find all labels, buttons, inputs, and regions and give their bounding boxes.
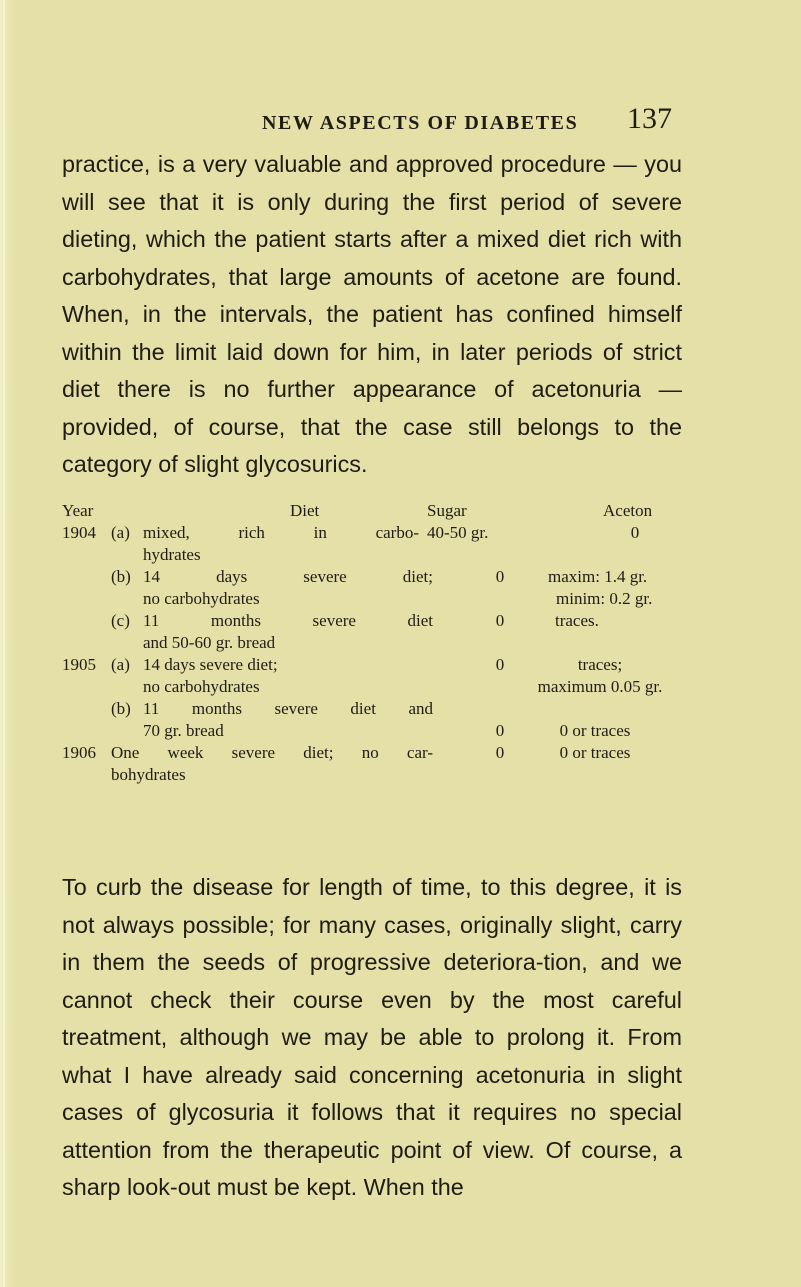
page-number: 137	[627, 102, 672, 135]
diet-line-1: mixed, rich in carbo-	[143, 523, 419, 542]
row-diet	[143, 522, 419, 566]
paragraph-intro: practice, is a very valuable and approved procedure — you will see that it is only during the first period of severe dieting, which the patient starts after a mixed diet rich with carbohydrates, that large amounts of acetone are found. When, in the intervals, the patient has confined himself within the limit laid down for him, in later periods of strict diet there is no further appearance of acetonuria — provided, of course, that the case still belongs to the category of slight glycosurics.	[62, 151, 682, 477]
diet-line-2: and 50-60 gr. bread	[143, 633, 276, 652]
page-edge-highlight	[3, 0, 5, 1287]
aceton-line-2: minim: 0.2 gr.	[556, 589, 653, 608]
aceton-line-2: maximum 0.05 gr.	[537, 677, 663, 696]
row-sugar: 0	[495, 655, 505, 674]
row-diet	[111, 742, 433, 786]
header-year: Year	[62, 501, 94, 520]
row-diet	[143, 566, 433, 610]
running-title: NEW ASPECTS OF DIABETES	[262, 112, 579, 134]
diet-line-1: 14 days severe diet;	[143, 567, 433, 586]
diet-line-1: 11 months severe diet	[143, 611, 433, 630]
row-label: (b)	[111, 567, 131, 586]
diet-line-2: 70 gr. bread	[143, 721, 224, 740]
row-aceton	[515, 654, 685, 698]
header-diet: Diet	[290, 501, 320, 520]
aceton-line-1: maxim: 1.4 gr.	[548, 567, 648, 586]
row-aceton	[555, 610, 675, 632]
row-label: (c)	[111, 611, 130, 630]
row-aceton	[520, 720, 670, 742]
header-sugar: Sugar	[427, 501, 467, 520]
row-sugar: 0	[495, 721, 505, 740]
row-label: (a)	[111, 655, 130, 674]
row-year: 1904	[62, 523, 96, 542]
diet-line-2: bohydrates	[111, 765, 186, 784]
row-aceton	[548, 566, 698, 610]
row-year: 1906	[62, 743, 96, 762]
row-sugar: 40-50 gr.	[427, 523, 489, 542]
row-sugar: 0	[495, 567, 505, 586]
header-aceton: Aceton	[603, 501, 653, 520]
diet-line-2: no carbohydrates	[143, 589, 260, 608]
row-diet	[143, 654, 433, 698]
row-label: (a)	[111, 523, 130, 542]
row-year: 1905	[62, 655, 96, 674]
diet-line-1: 14 days severe diet;	[143, 655, 278, 674]
row-aceton	[520, 522, 720, 544]
row-diet	[143, 698, 433, 742]
aceton-line-1: 0	[630, 523, 640, 542]
aceton-line-1: 0 or traces	[559, 743, 631, 762]
row-label: (b)	[111, 699, 131, 718]
row-sugar: 0	[495, 743, 505, 762]
paragraph-conclusion: To curb the disease for length of time, to this degree, it is not always possible; for many cases, originally slight, carry in them the seeds of progressive deteriora-tion, and we cannot check their course even by the most careful treatment, although we may be able to prolong it. From what I have already said concerning acetonuria in slight cases of glycosuria it follows that it requires no special attention from the therapeutic point of view. Of course, a sharp look-out must be kept. When the	[62, 874, 682, 1200]
diet-line-2: hydrates	[143, 545, 201, 564]
page-header	[0, 102, 801, 150]
diet-line-2: no carbohydrates	[143, 677, 260, 696]
diet-line-1: 11 months severe diet and	[143, 699, 433, 718]
aceton-line-1: 0 or traces	[559, 721, 631, 740]
aceton-line-1: traces.	[555, 611, 599, 630]
diet-line-1: One week severe diet; no car-	[111, 743, 433, 762]
aceton-line-1: traces;	[577, 655, 623, 674]
row-diet	[143, 610, 433, 654]
row-aceton	[520, 742, 670, 764]
row-sugar: 0	[495, 611, 505, 630]
